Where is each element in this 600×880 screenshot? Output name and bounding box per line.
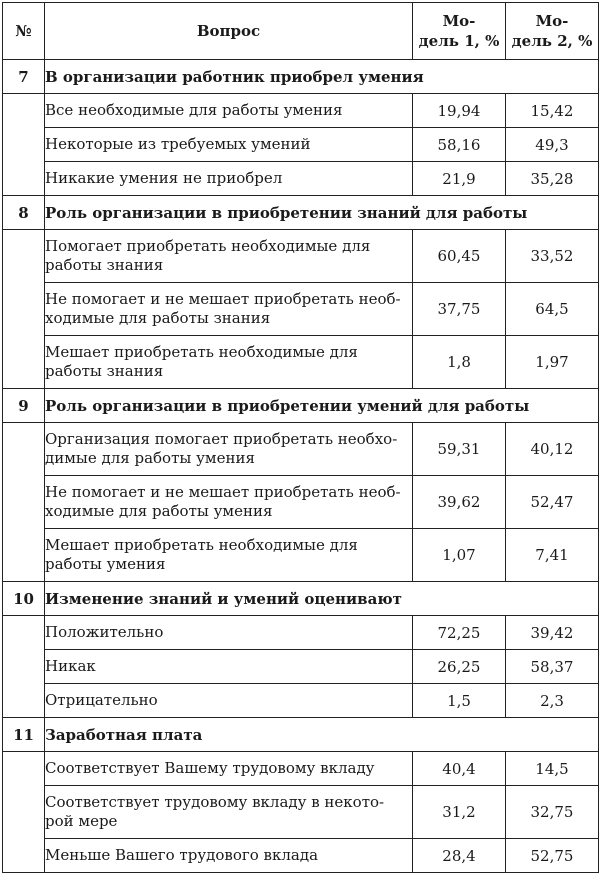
model2-value: 40,12 xyxy=(506,423,599,476)
table-body xyxy=(3,60,599,873)
answer-text: Мешает приобретать необходимые для работы умения xyxy=(45,529,413,582)
number-spacer xyxy=(3,94,45,196)
answer-text: Отрицательно xyxy=(45,684,413,718)
section-title: Заработная плата xyxy=(45,718,599,752)
section-title: Роль организации в приобретении знаний для работы xyxy=(45,196,599,230)
section-row xyxy=(3,718,599,752)
model2-value: 52,75 xyxy=(506,839,599,873)
section-row xyxy=(3,196,599,230)
answer-row xyxy=(3,650,599,684)
model2-value: 39,42 xyxy=(506,616,599,650)
answer-row xyxy=(3,94,599,128)
model2-value: 58,37 xyxy=(506,650,599,684)
model1-value: 1,07 xyxy=(413,529,506,582)
answer-row xyxy=(3,839,599,873)
model1-value: 1,8 xyxy=(413,336,506,389)
header-model2 xyxy=(506,3,599,60)
answer-text: Не помогает и не мешает приобретать необ-ходимые для работы умения xyxy=(45,476,413,529)
model1-value: 39,62 xyxy=(413,476,506,529)
answer-text: Все необходимые для работы умения xyxy=(45,94,413,128)
model1-value: 28,4 xyxy=(413,839,506,873)
model1-value: 1,5 xyxy=(413,684,506,718)
header-question: Вопрос xyxy=(45,3,413,60)
model1-value: 26,25 xyxy=(413,650,506,684)
model2-value: 64,5 xyxy=(506,283,599,336)
model1-value: 37,75 xyxy=(413,283,506,336)
model1-value: 60,45 xyxy=(413,230,506,283)
number-spacer xyxy=(3,423,45,582)
model1-value: 72,25 xyxy=(413,616,506,650)
answer-text: Никак xyxy=(45,650,413,684)
model2-value: 14,5 xyxy=(506,752,599,786)
model2-value: 7,41 xyxy=(506,529,599,582)
section-row xyxy=(3,60,599,94)
header-model1 xyxy=(413,3,506,60)
header-model2-line2: дель 2, % xyxy=(511,32,593,50)
section-row xyxy=(3,389,599,423)
model1-value: 19,94 xyxy=(413,94,506,128)
answer-row xyxy=(3,283,599,336)
answer-text: Соответствует Вашему трудовому вкладу xyxy=(45,752,413,786)
model1-value: 58,16 xyxy=(413,128,506,162)
answer-row xyxy=(3,529,599,582)
header-model1-line2: дель 1, % xyxy=(418,32,500,50)
answer-row xyxy=(3,336,599,389)
model2-value: 33,52 xyxy=(506,230,599,283)
answer-row xyxy=(3,616,599,650)
header-model2-line1: Мо- xyxy=(535,12,569,30)
header-num: № xyxy=(3,3,45,60)
model2-value: 35,28 xyxy=(506,162,599,196)
answer-row xyxy=(3,230,599,283)
answer-text: Помогает приобретать необходимые для работы знания xyxy=(45,230,413,283)
section-number: 9 xyxy=(3,389,45,423)
header-model1-line1: Мо- xyxy=(442,12,476,30)
answer-text: Не помогает и не мешает приобретать необ-ходимые для работы знания xyxy=(45,283,413,336)
section-row xyxy=(3,582,599,616)
answer-row xyxy=(3,684,599,718)
section-number: 8 xyxy=(3,196,45,230)
answer-text: Соответствует трудовому вкладу в некото-рой мере xyxy=(45,786,413,839)
answer-row xyxy=(3,128,599,162)
model1-value: 59,31 xyxy=(413,423,506,476)
number-spacer xyxy=(3,616,45,718)
answer-text: Положительно xyxy=(45,616,413,650)
answer-text: Организация помогает приобретать необхо-димые для работы умения xyxy=(45,423,413,476)
answer-row xyxy=(3,476,599,529)
answer-row xyxy=(3,162,599,196)
model2-value: 2,3 xyxy=(506,684,599,718)
survey-table xyxy=(2,2,599,873)
answer-text: Никакие умения не приобрел xyxy=(45,162,413,196)
model2-value: 1,97 xyxy=(506,336,599,389)
section-title: Изменение знаний и умений оценивают xyxy=(45,582,599,616)
answer-row xyxy=(3,786,599,839)
model2-value: 32,75 xyxy=(506,786,599,839)
answer-text: Меньше Вашего трудового вклада xyxy=(45,839,413,873)
section-title: В организации работник приобрел умения xyxy=(45,60,599,94)
model2-value: 49,3 xyxy=(506,128,599,162)
answer-text: Мешает приобретать необходимые для работы знания xyxy=(45,336,413,389)
answer-row xyxy=(3,752,599,786)
section-number: 11 xyxy=(3,718,45,752)
section-title: Роль организации в приобретении умений для работы xyxy=(45,389,599,423)
model1-value: 31,2 xyxy=(413,786,506,839)
section-number: 10 xyxy=(3,582,45,616)
model1-value: 21,9 xyxy=(413,162,506,196)
number-spacer xyxy=(3,230,45,389)
model2-value: 15,42 xyxy=(506,94,599,128)
section-number: 7 xyxy=(3,60,45,94)
model1-value: 40,4 xyxy=(413,752,506,786)
header-row xyxy=(3,3,599,60)
model2-value: 52,47 xyxy=(506,476,599,529)
answer-text: Некоторые из требуемых умений xyxy=(45,128,413,162)
answer-row xyxy=(3,423,599,476)
number-spacer xyxy=(3,752,45,873)
